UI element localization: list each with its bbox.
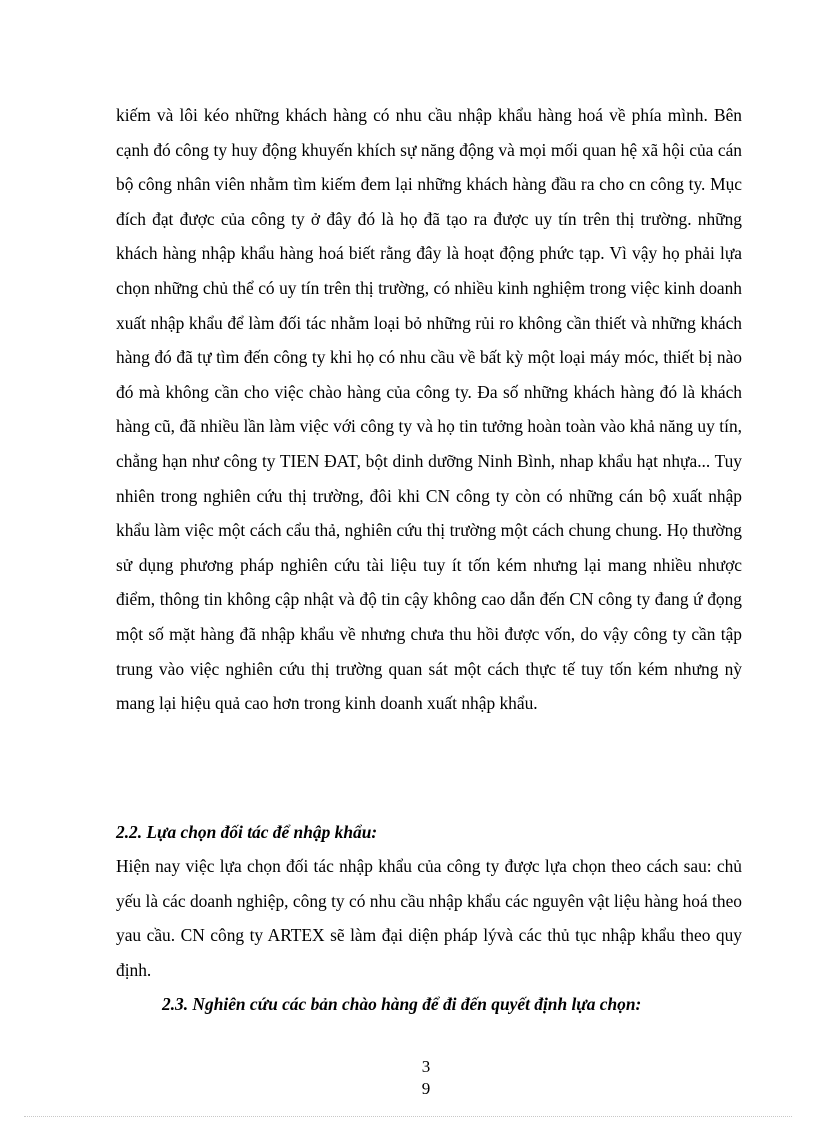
page-number — [396, 1056, 456, 1100]
section-heading-2-3: 2.3. Nghiên cứu các bản chào hàng để đi đến quyết định lựa chọn: — [162, 994, 642, 1014]
section-heading-2-2: 2.2. Lựa chọn đối tác để nhập khẩu: — [116, 822, 378, 842]
page-bottom-divider — [24, 1116, 792, 1117]
body-paragraph: kiếm và lôi kéo những khách hàng có nhu cầu nhập khẩu hàng hoá về phía mình. Bên cạnh đó công ty huy động khuyến khích sự năng động và mọi mối quan hệ xã hội của cán bộ công nhân viên nhằm tìm kiếm đem lại những khách hàng đầu ra cho cn công ty. Mục đích đạt được của công ty ở đây đó là họ đã tạo ra được uy tín trên thị trường. những khách hàng nhập khẩu hàng hoá biết rằng đây là hoạt động phức tạp. Vì vậy họ phải lựa chọn những chủ thể có uy tín trên thị trường, có nhiều kinh nghiệm trong việc kinh doanh xuất nhập khẩu để làm đối tác nhằm loại bỏ những rủi ro không cần thiết và những khách hàng đó đã tự tìm đến công ty khi họ có nhu cầu về bất kỳ một loại máy móc, thiết bị nào đó mà không cần cho việc chào hàng của công ty. Đa số những khách hàng đó là khách hàng cũ, đã nhiều lần làm việc với công ty và họ tin tưởng hoàn toàn vào khả năng uy tín, chẳng hạn như công ty TIEN ĐAT, bột dinh dưỡng Ninh Bình, nhap khẩu hạt nhựa... Tuy nhiên trong nghiên cứu thị trường, đôi khi CN công ty còn có những cán bộ xuất nhập khẩu làm việc một cách cẩu thả, nghiên cứu thị trường một cách chung chung. Họ thường sử dụng phương pháp nghiên cứu tài liệu tuy ít tốn kém nhưng lại mang nhiều nhược điểm, thông tin không cập nhật và độ tin cậy không cao dẫn đến CN công ty đang ứ đọng một số mặt hàng đã nhập khẩu về nhưng chưa thu hồi được vốn, do vậy công ty cần tập trung vào việc nghiên cứu thị trường quan sát một cách thực tế tuy tốn kém nhưng nỳ mang lại hiệu quả cao hơn trong kinh doanh xuất nhập khẩu. — [116, 105, 742, 714]
section-paragraph-2-2: Hiện nay việc lựa chọn đối tác nhập khẩu của công ty được lựa chọn theo cách sau: chủ yếu là các doanh nghiệp, công ty có nhu cầu nhập khẩu các nguyên vật liệu hàng hoá theo yau cầu. CN công ty ARTEX sẽ làm đại diện pháp lývà các thủ tục nhập khẩu theo quy định. — [116, 856, 742, 980]
page-number-line-2: 9 — [421, 1079, 431, 1098]
page-number-line-1: 3 — [421, 1057, 431, 1076]
